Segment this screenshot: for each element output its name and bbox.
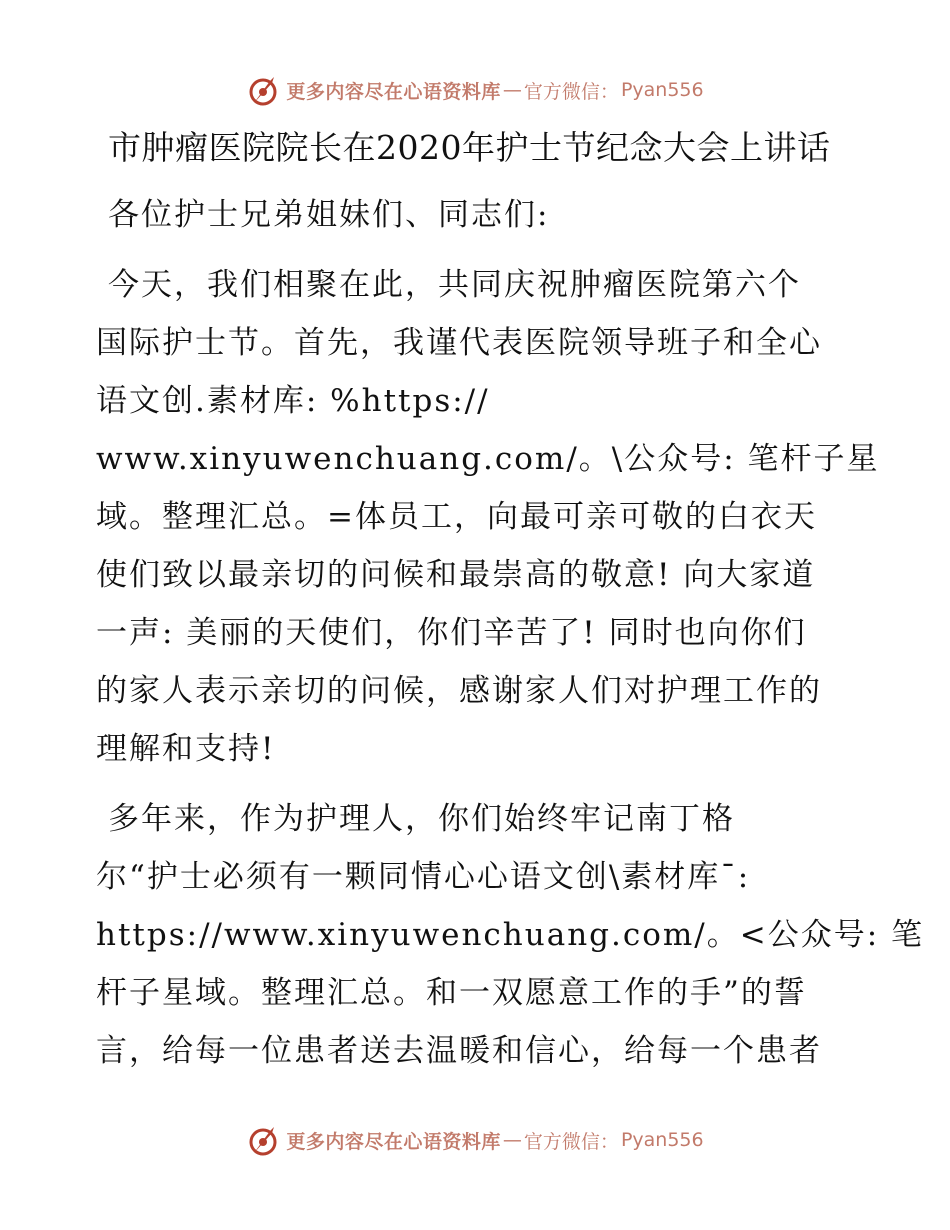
greeting-line: 各位护士兄弟姐妹们、同志们: xyxy=(108,197,550,233)
paragraph-line: https://www.xinyuwenchuang.com/。<公众号: 笔 xyxy=(96,917,925,953)
paragraph-line: 一声: 美丽的天使们，你们辛苦了! 同时也向你们 xyxy=(96,615,807,651)
quill-logo-icon xyxy=(246,73,280,107)
banner-dash: — xyxy=(502,79,522,101)
paragraph-line: 多年来，作为护理人，你们始终牢记南丁格 xyxy=(108,801,735,837)
paragraph-line: 的家人表示亲切的问候，感谢家人们对护理工作的 xyxy=(96,673,822,709)
quill-logo-icon xyxy=(246,1123,280,1157)
paragraph-line: 尔“护士必须有一颗同情心心语文创\素材库¯: xyxy=(96,859,751,895)
banner-label: 官方微信： xyxy=(523,1130,619,1153)
paragraph-2 xyxy=(96,790,925,1080)
paragraph-line: www.xinyuwenchuang.com/。\公众号: 笔杆子星 xyxy=(96,441,880,477)
banner-wechat-id: Pyan556 xyxy=(620,1129,704,1151)
header-banner xyxy=(0,70,950,110)
greeting xyxy=(96,186,856,244)
document-body xyxy=(96,122,925,1092)
paragraph-line: 域。整理汇总。=体员工，向最可亲可敬的白衣天 xyxy=(96,499,817,535)
banner-text: 更多内容尽在心语资料库 xyxy=(286,1130,501,1153)
paragraph-line: 使们致以最亲切的问候和最崇高的敬意! 向大家道 xyxy=(96,557,816,593)
paragraph-line: 理解和支持! xyxy=(96,731,276,767)
paragraph-line: 言，给每一位患者送去温暖和信心，给每一个患者 xyxy=(96,1033,822,1069)
paragraph-line: 杆子星域。整理汇总。和一双愿意工作的手”的誓 xyxy=(96,975,807,1011)
banner-label: 官方微信： xyxy=(523,80,619,103)
paragraph-1 xyxy=(96,256,880,778)
banner-text: 更多内容尽在心语资料库 xyxy=(286,80,501,103)
paragraph-line: 语文创.素材库: %https:// xyxy=(96,383,490,419)
banner-dash: — xyxy=(502,1129,522,1151)
paragraph-line: 今天，我们相聚在此，共同庆祝肿瘤医院第六个 xyxy=(108,267,801,303)
document-title: 市肿瘤医院院长在2020年护士节纪念大会上讲话 xyxy=(108,128,831,167)
paragraph-line: 国际护士节。首先，我谨代表医院领导班子和全心 xyxy=(96,325,822,361)
banner-wechat-id: Pyan556 xyxy=(620,79,704,101)
footer-banner xyxy=(0,1120,950,1160)
